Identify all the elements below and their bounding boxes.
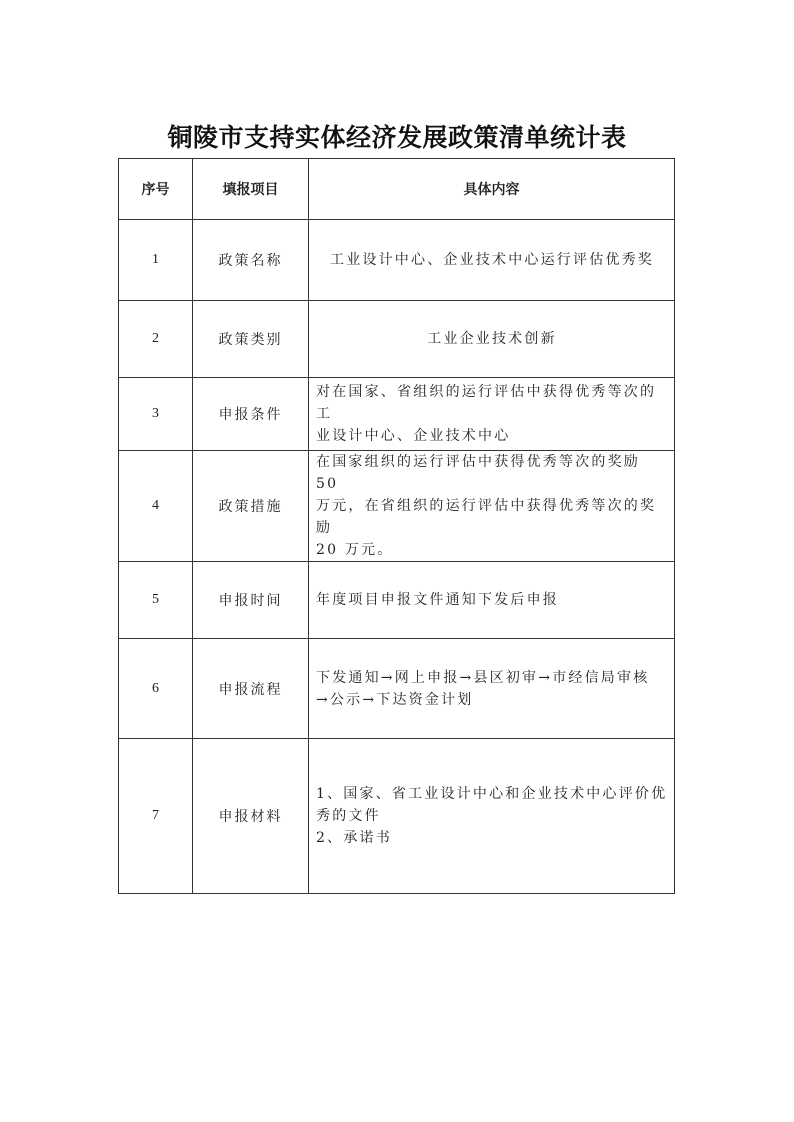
policy-table bbox=[118, 158, 675, 894]
row-item: 申报条件 bbox=[193, 378, 309, 451]
row-number: 5 bbox=[119, 562, 193, 639]
row-content bbox=[309, 378, 675, 451]
row-number: 2 bbox=[119, 301, 193, 378]
table-row bbox=[119, 451, 675, 562]
content-line: 20 万元。 bbox=[316, 542, 394, 558]
table-row bbox=[119, 639, 675, 739]
row-number: 1 bbox=[119, 220, 193, 301]
header-item: 填报项目 bbox=[193, 159, 309, 220]
row-content bbox=[309, 301, 675, 378]
row-item: 申报流程 bbox=[193, 639, 309, 739]
row-item: 政策类别 bbox=[193, 301, 309, 378]
content-line: 万元，在省组织的运行评估中获得优秀等次的奖励 bbox=[316, 498, 657, 536]
row-item: 政策名称 bbox=[193, 220, 309, 301]
content-line: 业设计中心、企业技术中心 bbox=[316, 428, 511, 444]
header-content: 具体内容 bbox=[309, 159, 675, 220]
row-number: 6 bbox=[119, 639, 193, 739]
content-line: 年度项目申报文件通知下发后申报 bbox=[316, 592, 559, 608]
page-title: 铜陵市支持实体经济发展政策清单统计表 bbox=[167, 123, 627, 152]
row-number: 4 bbox=[119, 451, 193, 562]
table-row bbox=[119, 378, 675, 451]
content-line: 2、承诺书 bbox=[316, 830, 392, 846]
table-row bbox=[119, 739, 675, 894]
table-header-row bbox=[119, 159, 675, 220]
row-item: 申报材料 bbox=[193, 739, 309, 894]
content-line: 对在国家、省组织的运行评估中获得优秀等次的工 bbox=[316, 384, 657, 422]
table-row bbox=[119, 220, 675, 301]
content-line: →公示→下达资金计划 bbox=[316, 691, 474, 708]
content-line: 秀的文件 bbox=[316, 808, 381, 824]
row-content bbox=[309, 451, 675, 562]
table-row bbox=[119, 301, 675, 378]
content-line: 在国家组织的运行评估中获得优秀等次的奖励 50 bbox=[316, 454, 640, 492]
row-item: 政策措施 bbox=[193, 451, 309, 562]
row-content bbox=[309, 220, 675, 301]
row-content bbox=[309, 739, 675, 894]
content-line: 工业设计中心、企业技术中心运行评估优秀奖 bbox=[330, 252, 654, 268]
row-item: 申报时间 bbox=[193, 562, 309, 639]
content-line: 1、国家、省工业设计中心和企业技术中心评价优 bbox=[316, 786, 668, 802]
row-number: 3 bbox=[119, 378, 193, 451]
table-row bbox=[119, 562, 675, 639]
header-no: 序号 bbox=[119, 159, 193, 220]
row-number: 7 bbox=[119, 739, 193, 894]
content-line: 工业企业技术创新 bbox=[427, 331, 557, 347]
row-content bbox=[309, 562, 675, 639]
content-line: 下发通知→网上申报→县区初审→市经信局审核 bbox=[316, 669, 650, 686]
row-content bbox=[309, 639, 675, 739]
